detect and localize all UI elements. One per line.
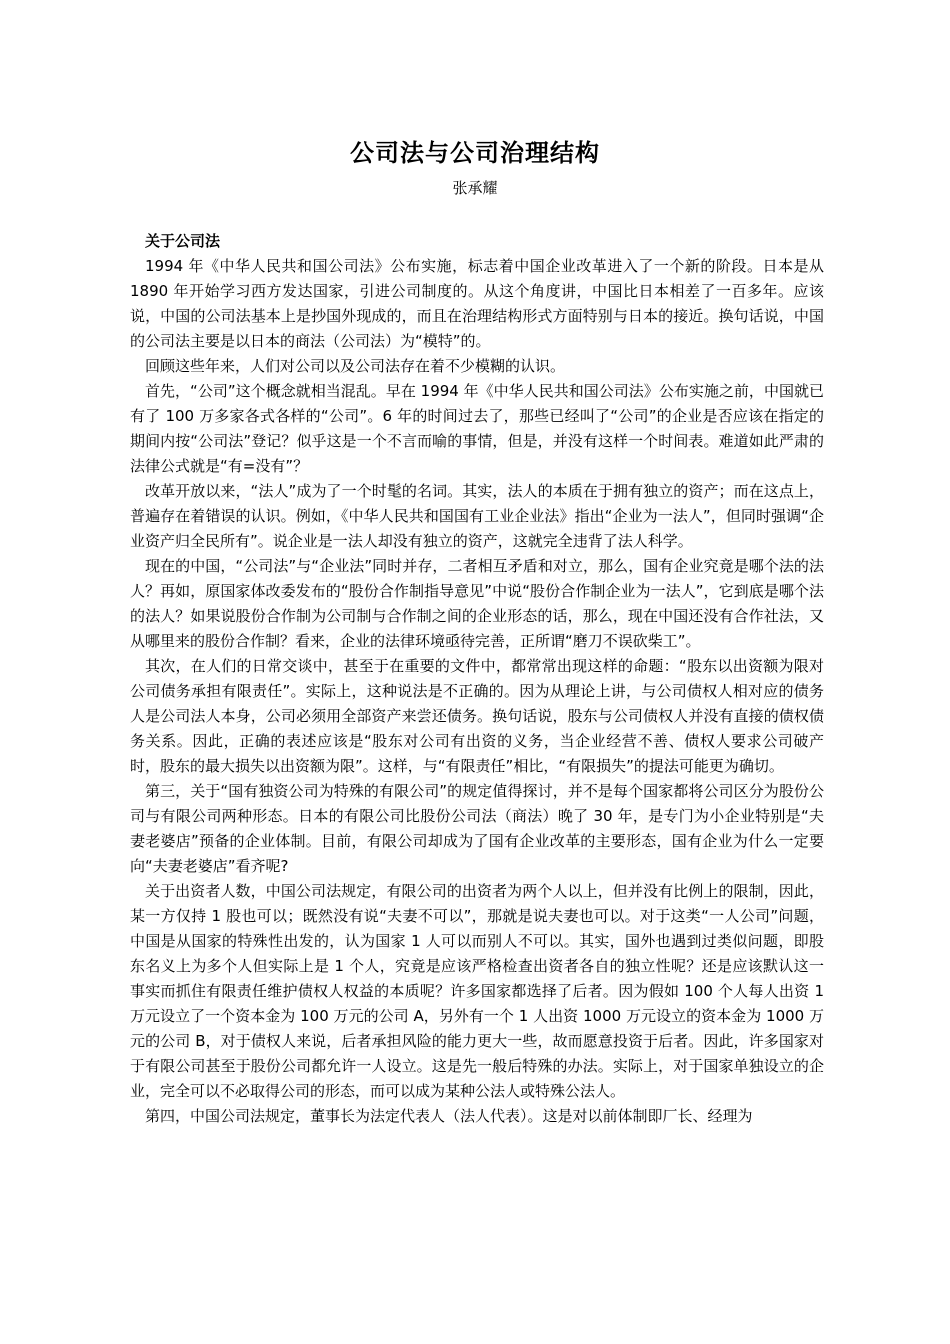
document-author: 张承耀 bbox=[452, 179, 498, 197]
document-body bbox=[130, 229, 824, 1129]
paragraph: 回顾这些年来，人们对公司以及公司法存在着不少模糊的认识。 bbox=[145, 357, 566, 375]
paragraph: 现在的中国，“公司法”与“企业法”同时并存，二者相互矛盾和对立，那么，国有企业究竟是哪个法的法人？再如，原国家体改委发布的“股份合作制指导意见”中说“股份合作制企业为一法人”，它到底是哪个法的法人？如果说股份合作制为公司制与合作制之间的企业形态的话，那么，现在中国还没有合作社法，又从哪里来的股份合作制？看来，企业的法律环境亟待完善，正所谓“磨刀不误砍柴工”。 bbox=[130, 557, 824, 650]
paragraph: 1994 年《中华人民共和国公司法》公布实施，标志着中国企业改革进入了一个新的阶段。日本是从 1890 年开始学习西方发达国家，引进公司制度的。从这个角度讲，中国比日本相差了一百多年。应该说，中国的公司法基本上是抄国外现成的，而且在治理结构形式方面特别与日本的接近。换句话说，中国的公司法主要是以日本的商法（公司法）为“模特”的。 bbox=[130, 257, 824, 350]
paragraph: 首先，“公司”这个概念就相当混乱。早在 1994 年《中华人民共和国公司法》公布实施之前，中国就已有了 100 万多家各式各样的“公司”。6 年的时间过去了，那些已经叫了“公司”的企业是否应该在指定的期间内按“公司法”登记？似乎这是一个不言而喻的事情，但是，并没有这样一个时间表。难道如此严肃的法律公式就是“有=没有”？ bbox=[130, 382, 824, 475]
paragraph: 改革开放以来，“法人”成为了一个时髦的名词。其实，法人的本质在于拥有独立的资产；而在这点上，普遍存在着错误的认识。例如，《中华人民共和国国有工业企业法》指出“企业为一法人”，但同时强调“企业资产归全民所有”。说企业是一法人却没有独立的资产，这就完全违背了法人科学。 bbox=[130, 482, 824, 550]
paragraph: 第四，中国公司法规定，董事长为法定代表人（法人代表）。这是对以前体制即厂长、经理为 bbox=[145, 1107, 753, 1125]
section-heading: 关于公司法 bbox=[145, 232, 221, 250]
paragraph: 关于出资者人数，中国公司法规定，有限公司的出资者为两个人以上，但并没有比例上的限制，因此，某一方仅持 1 股也可以；既然没有说“夫妻不可以”，那就是说夫妻也可以。对于这类“一人公司”问题，中国是从国家的特殊性出发的，认为国家 1 人可以而别人不可以。其实，国外也遇到过类似问题，即股东名义上为多个人但实际上是 1 个人，究竟是应该严格检查出资者各自的独立性呢？还是应该默认这一事实而抓住有限责任维护债权人权益的本质呢？许多国家都选择了后者。因为假如 100 个人每人出资 1 万元设立了一个资本金为 100 万元的公司 A，另外有一个 1 人出资 1000 万元设立的资本金为 1000 万元的公司 B，对于债权人来说，后者承担风险的能力更大一些，故而愿意投资于后者。因此，许多国家对于有限公司甚至于股份公司都允许一人设立。这是先一般后特殊的办法。实际上，对于国家单独设立的企业，完全可以不必取得公司的形态，而可以成为某种公法人或特殊公法人。 bbox=[130, 882, 824, 1100]
paragraph: 第三，关于“国有独资公司为特殊的有限公司”的规定值得探讨，并不是每个国家都将公司区分为股份公司与有限公司两种形态。日本的有限公司比股份公司法（商法）晚了 30 年，是专门为小企业特别是“夫妻老婆店”预备的企业体制。目前，有限公司却成为了国有企业改革的主要形态，国有企业为什么一定要向“夫妻老婆店”看齐呢? bbox=[130, 782, 824, 875]
paragraph: 其次，在人们的日常交谈中，甚至于在重要的文件中，都常常出现这样的命题：“股东以出资额为限对公司债务承担有限责任”。实际上，这种说法是不正确的。因为从理论上讲，与公司债权人相对应的债务人是公司法人本身，公司必须用全部资产来尝还债务。换句话说，股东与公司债权人并没有直接的债权债务关系。因此，正确的表述应该是“股东对公司有出资的义务，当企业经营不善、债权人要求公司破产时，股东的最大损失以出资额为限”。这样，与“有限责任”相比，“有限损失”的提法可能更为确切。 bbox=[130, 657, 824, 775]
document-title: 公司法与公司治理结构 bbox=[350, 139, 600, 167]
